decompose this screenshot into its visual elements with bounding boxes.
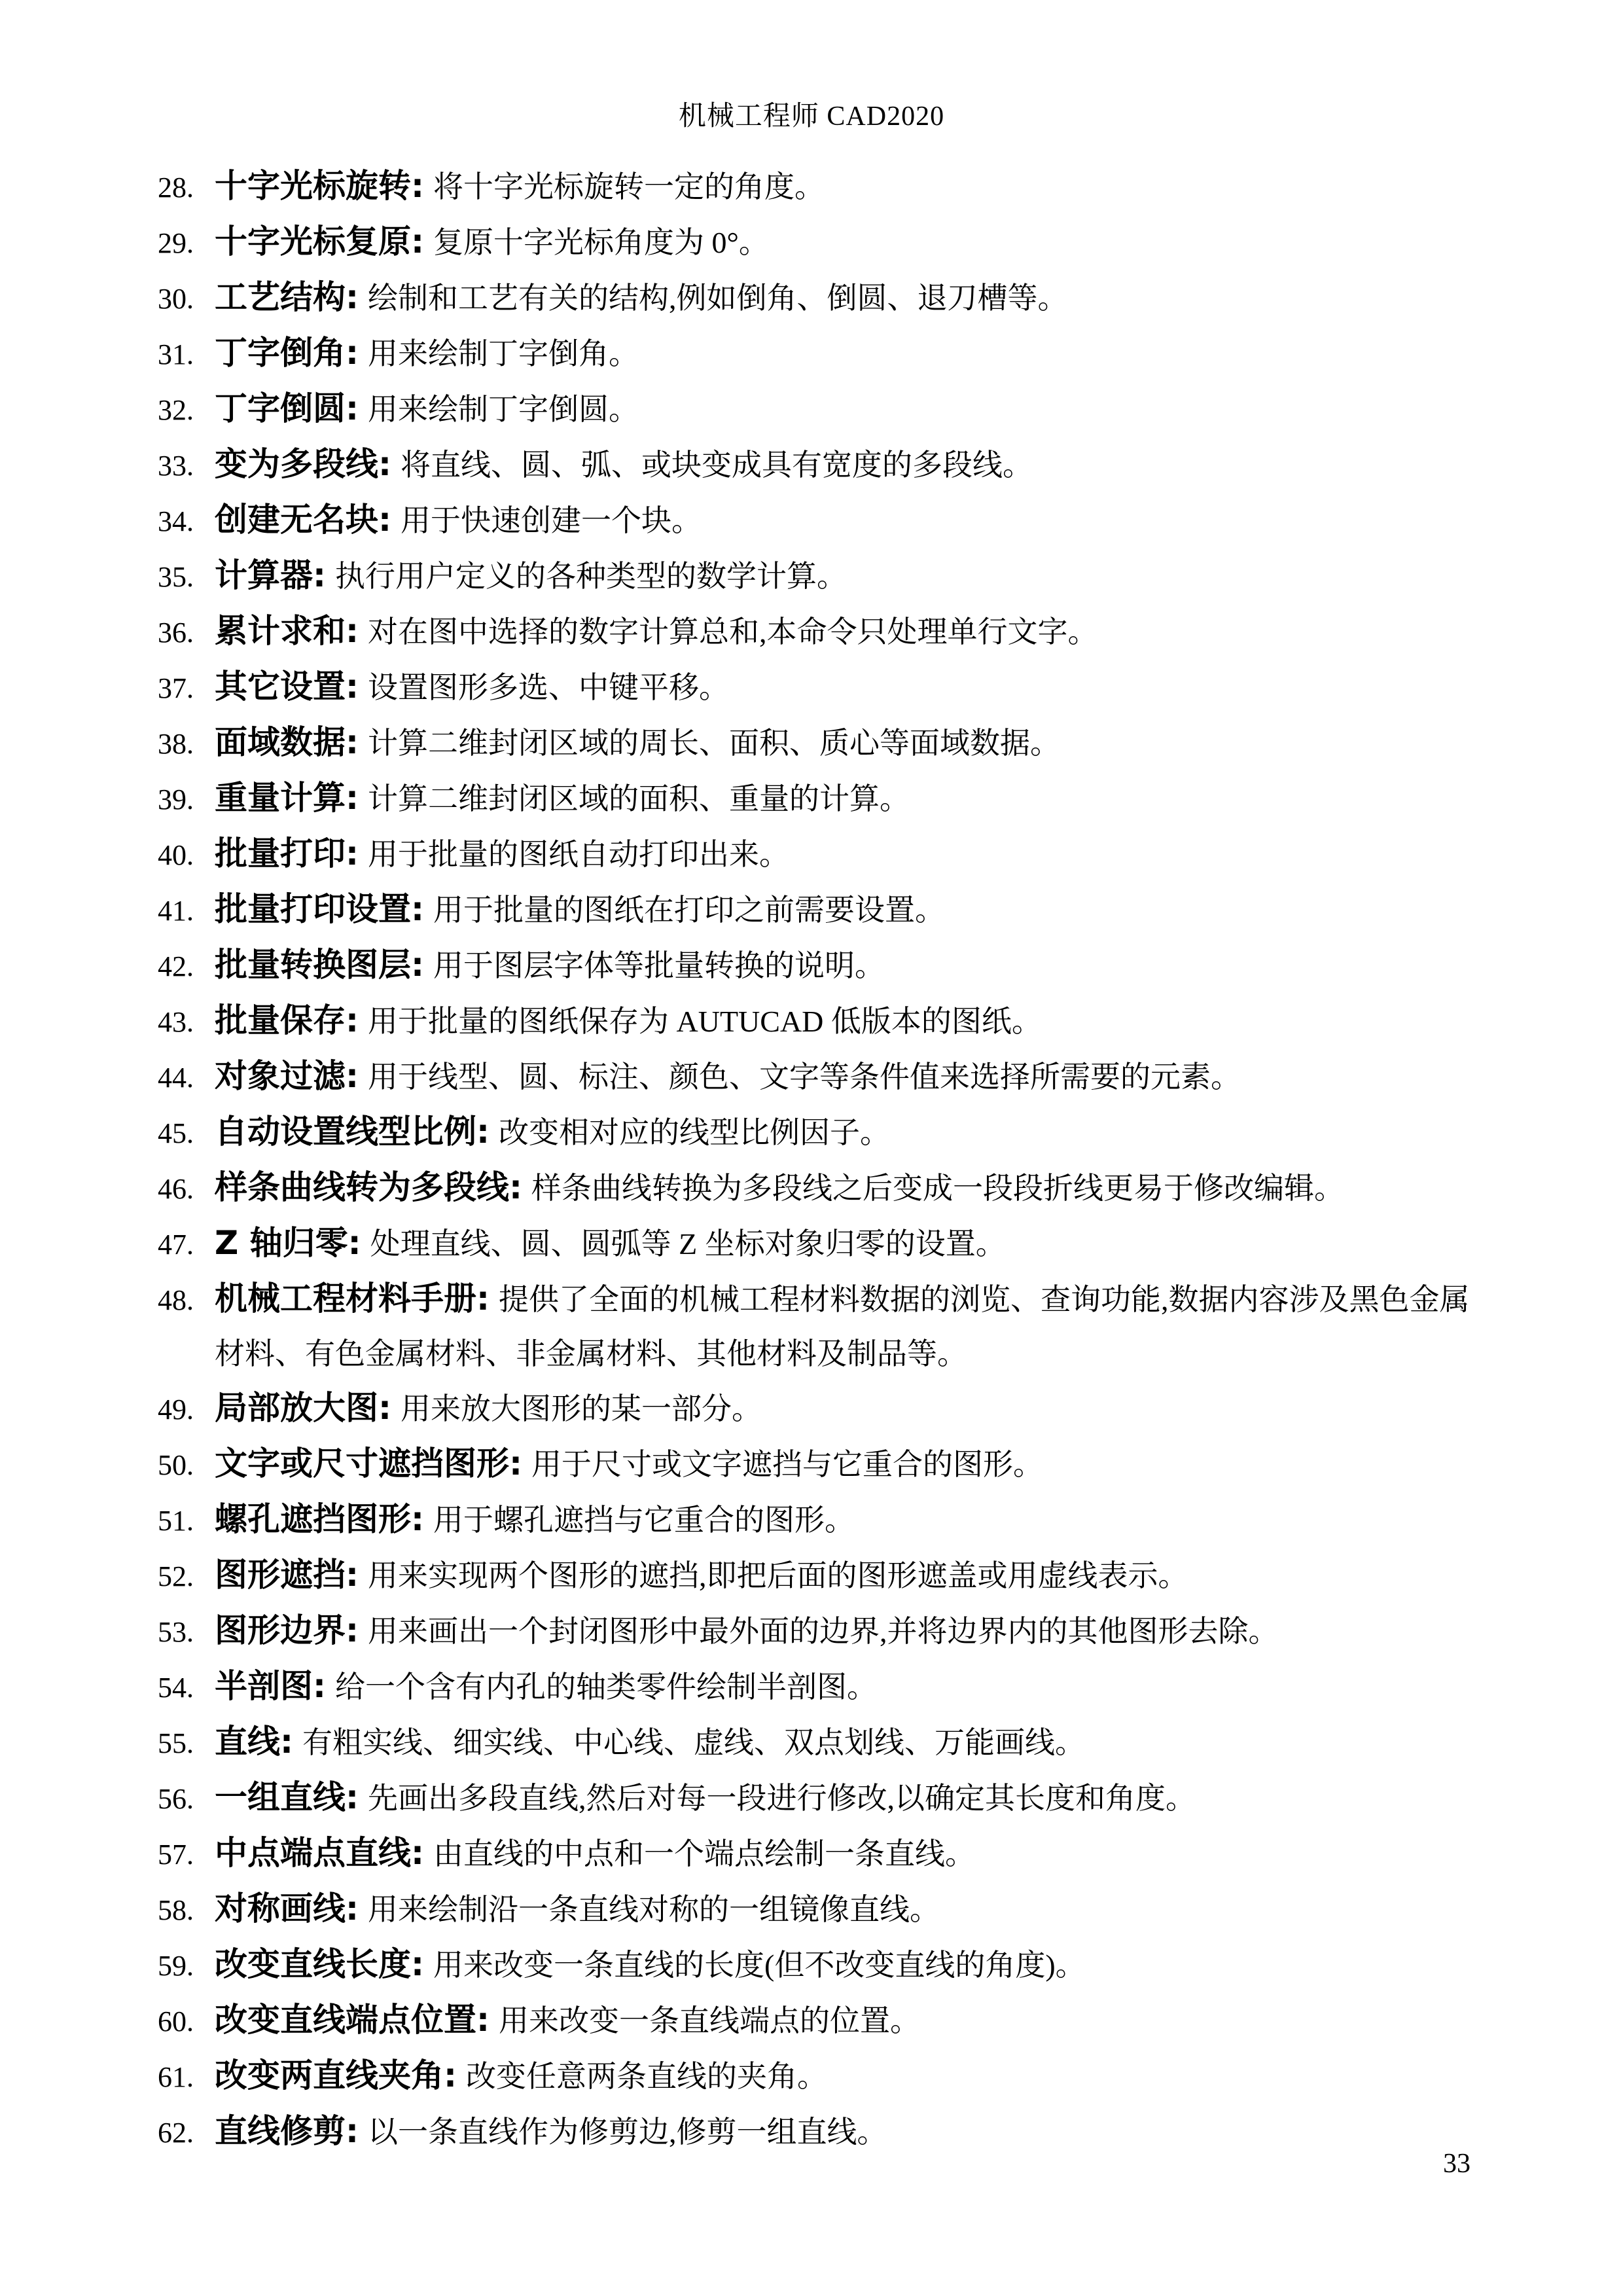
item-term: 图形边界: — [215, 1611, 359, 1649]
item-number: 33. — [158, 450, 194, 482]
item-number: 55. — [158, 1727, 194, 1759]
item-number: 52. — [158, 1560, 194, 1592]
list-item — [158, 382, 1477, 437]
item-term: 一组直线: — [215, 1778, 359, 1816]
item-term: 十字光标旋转: — [215, 167, 424, 205]
list-item — [158, 1216, 1477, 1272]
item-body — [215, 1826, 1477, 1881]
list-item — [158, 771, 1477, 827]
list-item — [158, 715, 1477, 771]
item-body — [215, 604, 1477, 659]
item-number: 35. — [158, 561, 194, 593]
item-description: 用于批量的图纸在打印之前需要设置。 — [433, 893, 945, 927]
item-number: 57. — [158, 1839, 194, 1871]
item-term: Z 轴归零: — [215, 1224, 361, 1262]
item-body — [215, 1770, 1477, 1825]
item-description: 用来实现两个图形的遮挡,即把后面的图形遮盖或用虚线表示。 — [368, 1559, 1188, 1592]
item-body — [215, 1604, 1477, 1659]
item-body — [215, 1049, 1477, 1104]
list-item — [158, 437, 1477, 493]
item-term: 对象过滤: — [215, 1057, 359, 1095]
item-term: 工艺结构: — [215, 278, 359, 316]
item-description: 处理直线、圆、圆弧等 Z 坐标对象归零的设置。 — [370, 1227, 1006, 1261]
item-number: 45. — [158, 1117, 194, 1149]
item-body — [215, 1715, 1477, 1770]
item-number: 31. — [158, 338, 194, 370]
item-term: 十字光标复原: — [215, 223, 424, 260]
list-item — [158, 1993, 1477, 2049]
item-description: 绘制和工艺有关的结构,例如倒角、倒圆、退刀槽等。 — [368, 281, 1068, 315]
item-body — [215, 1659, 1477, 1714]
item-number: 42. — [158, 950, 194, 982]
list-item — [158, 827, 1477, 882]
item-term: 批量打印设置: — [215, 890, 424, 928]
item-body — [215, 270, 1477, 325]
item-description: 提供了全面的机械工程材料数据的浏览、查询功能,数据内容涉及黑色金属材料、有色金属材料、非金属材料、其他材料及制品等。 — [215, 1283, 1470, 1371]
item-body — [215, 1437, 1477, 1492]
item-number: 48. — [158, 1284, 194, 1316]
item-body — [215, 1160, 1477, 1215]
list-item — [158, 1826, 1477, 1882]
list-item — [158, 493, 1477, 548]
item-description: 设置图形多选、中键平移。 — [368, 671, 729, 704]
item-description: 用来改变一条直线端点的位置。 — [499, 2004, 920, 2037]
item-description: 用来画出一个封闭图形中最外面的边界,并将边界内的其他图形去除。 — [368, 1615, 1279, 1648]
item-description: 计算二维封闭区域的面积、重量的计算。 — [368, 782, 910, 816]
item-number: 58. — [158, 1894, 194, 1926]
list-item — [158, 1272, 1477, 1381]
item-description: 用来放大图形的某一部分。 — [401, 1392, 762, 1426]
item-term: 改变两直线夹角: — [215, 2056, 457, 2094]
item-description: 用来绘制沿一条直线对称的一组镜像直线。 — [368, 1893, 940, 1926]
item-number: 59. — [158, 1950, 194, 1982]
item-term: 批量转换图层: — [215, 946, 424, 984]
item-number: 34. — [158, 505, 194, 537]
item-description: 对在图中选择的数字计算总和,本命令只处理单行文字。 — [368, 615, 1098, 649]
item-term: 累计求和: — [215, 612, 359, 650]
list-item — [158, 270, 1477, 326]
item-body — [215, 548, 1477, 603]
item-description: 用于尺寸或文字遮挡与它重合的图形。 — [531, 1448, 1043, 1481]
item-description: 用来绘制丁字倒圆。 — [368, 393, 639, 426]
list-item — [158, 1882, 1477, 1937]
item-term: 半剖图: — [215, 1667, 326, 1705]
list-item — [158, 326, 1477, 382]
item-number: 53. — [158, 1616, 194, 1648]
list-item — [158, 2049, 1477, 2104]
item-number: 28. — [158, 171, 194, 204]
item-term: 图形遮挡: — [215, 1556, 359, 1594]
item-number: 29. — [158, 227, 194, 259]
item-body — [215, 2049, 1477, 2104]
item-body — [215, 1492, 1477, 1547]
item-term: 直线修剪: — [215, 2112, 359, 2150]
list-item — [158, 994, 1477, 1049]
item-number: 49. — [158, 1393, 194, 1426]
item-term: 重量计算: — [215, 779, 359, 817]
item-body — [215, 326, 1477, 381]
item-number: 37. — [158, 672, 194, 704]
item-number: 39. — [158, 783, 194, 816]
item-number: 44. — [158, 1062, 194, 1094]
item-term: 面域数据: — [215, 723, 359, 761]
list-item — [158, 1937, 1477, 1993]
page-number: 33 — [1443, 2149, 1471, 2179]
item-body — [215, 1548, 1477, 1603]
item-description: 用于批量的图纸保存为 AUTUCAD 低版本的图纸。 — [368, 1005, 1042, 1038]
item-number: 40. — [158, 839, 194, 871]
item-description: 改变任意两条直线的夹角。 — [466, 2060, 827, 2093]
item-body — [215, 1381, 1477, 1436]
item-body — [215, 1272, 1477, 1381]
list-item — [158, 938, 1477, 994]
item-term: 丁字倒圆: — [215, 389, 359, 427]
item-description: 将十字光标旋转一定的角度。 — [433, 170, 825, 204]
item-body — [215, 1105, 1477, 1160]
item-number: 46. — [158, 1173, 194, 1205]
item-term: 创建无名块: — [215, 501, 391, 539]
item-description: 用于螺孔遮挡与它重合的图形。 — [433, 1503, 855, 1537]
item-term: 变为多段线: — [215, 445, 391, 483]
item-number: 32. — [158, 394, 194, 426]
item-description: 以一条直线作为修剪边,修剪一组直线。 — [368, 2115, 887, 2149]
item-number: 30. — [158, 283, 194, 315]
item-description: 执行用户定义的各种类型的数学计算。 — [335, 560, 847, 593]
list-item — [158, 604, 1477, 660]
item-description: 有粗实线、细实线、中心线、虚线、双点划线、万能画线。 — [302, 1726, 1085, 1759]
item-term: 中点端点直线: — [215, 1834, 424, 1872]
item-description: 改变相对应的线型比例因子。 — [499, 1116, 890, 1149]
item-term: 丁字倒角: — [215, 334, 359, 372]
list-item — [158, 215, 1477, 270]
item-description: 用来改变一条直线的长度(但不改变直线的角度)。 — [433, 1948, 1086, 1982]
item-term: 文字或尺寸遮挡图形: — [215, 1444, 522, 1482]
item-description: 先画出多段直线,然后对每一段进行修改,以确定其长度和角度。 — [368, 1782, 1196, 1815]
item-body — [215, 827, 1477, 882]
item-term: 批量保存: — [215, 1001, 359, 1039]
item-body — [215, 437, 1477, 492]
item-description: 给一个含有内孔的轴类零件绘制半剖图。 — [335, 1670, 877, 1704]
item-number: 60. — [158, 2005, 194, 2037]
item-term: 直线: — [215, 1723, 293, 1761]
item-body — [215, 882, 1477, 937]
item-description: 用于图层字体等批量转换的说明。 — [433, 949, 885, 982]
list-item — [158, 2104, 1477, 2160]
definition-list — [158, 159, 1477, 2160]
list-item — [158, 1492, 1477, 1548]
item-term: 计算器: — [215, 556, 326, 594]
item-term: 改变直线长度: — [215, 1945, 424, 1983]
item-term: 其它设置: — [215, 668, 359, 706]
list-item — [158, 1437, 1477, 1492]
list-item — [158, 1049, 1477, 1105]
item-description: 用来绘制丁字倒角。 — [368, 337, 639, 370]
item-description: 复原十字光标角度为 0°。 — [433, 226, 769, 259]
content-area — [158, 159, 1477, 2160]
item-body — [215, 215, 1477, 270]
item-body — [215, 2104, 1477, 2159]
item-number: 61. — [158, 2061, 194, 2093]
item-body — [215, 660, 1477, 715]
item-body — [215, 1993, 1477, 2048]
item-term: 样条曲线转为多段线: — [215, 1168, 522, 1206]
item-body — [215, 715, 1477, 770]
item-body — [215, 159, 1477, 214]
item-term: 螺孔遮挡图形: — [215, 1500, 424, 1538]
list-item — [158, 1160, 1477, 1216]
item-term: 批量打印: — [215, 834, 359, 872]
item-term: 自动设置线型比例: — [215, 1113, 490, 1151]
item-description: 由直线的中点和一个端点绘制一条直线。 — [433, 1837, 975, 1871]
item-body — [215, 493, 1477, 548]
item-description: 用于快速创建一个块。 — [401, 504, 702, 537]
item-number: 56. — [158, 1783, 194, 1815]
item-body — [215, 382, 1477, 437]
list-item — [158, 548, 1477, 604]
item-description: 将直线、圆、弧、或块变成具有宽度的多段线。 — [401, 448, 1033, 482]
item-number: 38. — [158, 728, 194, 760]
item-number: 36. — [158, 617, 194, 649]
list-item — [158, 159, 1477, 215]
item-term: 局部放大图: — [215, 1389, 391, 1427]
item-description: 计算二维封闭区域的周长、面积、质心等面域数据。 — [368, 726, 1060, 760]
item-number: 47. — [158, 1229, 194, 1261]
item-number: 43. — [158, 1006, 194, 1038]
item-term: 改变直线端点位置: — [215, 2001, 490, 2039]
list-item — [158, 1548, 1477, 1604]
list-item — [158, 882, 1477, 938]
item-number: 62. — [158, 2117, 194, 2149]
list-item — [158, 1604, 1477, 1659]
list-item — [158, 1770, 1477, 1826]
list-item — [158, 1715, 1477, 1770]
item-term: 机械工程材料手册: — [215, 1280, 490, 1318]
list-item — [158, 1659, 1477, 1715]
item-body — [215, 1882, 1477, 1937]
list-item — [158, 1105, 1477, 1160]
item-body — [215, 771, 1477, 826]
item-body — [215, 1937, 1477, 1992]
item-description: 用于线型、圆、标注、颜色、文字等条件值来选择所需要的元素。 — [368, 1060, 1241, 1094]
item-description: 用于批量的图纸自动打印出来。 — [368, 838, 789, 871]
item-number: 41. — [158, 895, 194, 927]
item-number: 51. — [158, 1505, 194, 1537]
item-term: 对称画线: — [215, 1890, 359, 1928]
item-description: 样条曲线转换为多段线之后变成一段段折线更易于修改编辑。 — [531, 1172, 1344, 1205]
item-body — [215, 994, 1477, 1049]
list-item — [158, 1381, 1477, 1437]
list-item — [158, 660, 1477, 715]
item-body — [215, 1216, 1477, 1271]
page-header-title: 机械工程师 CAD2020 — [678, 101, 945, 132]
item-body — [215, 938, 1477, 993]
item-number: 54. — [158, 1672, 194, 1704]
item-number: 50. — [158, 1449, 194, 1481]
